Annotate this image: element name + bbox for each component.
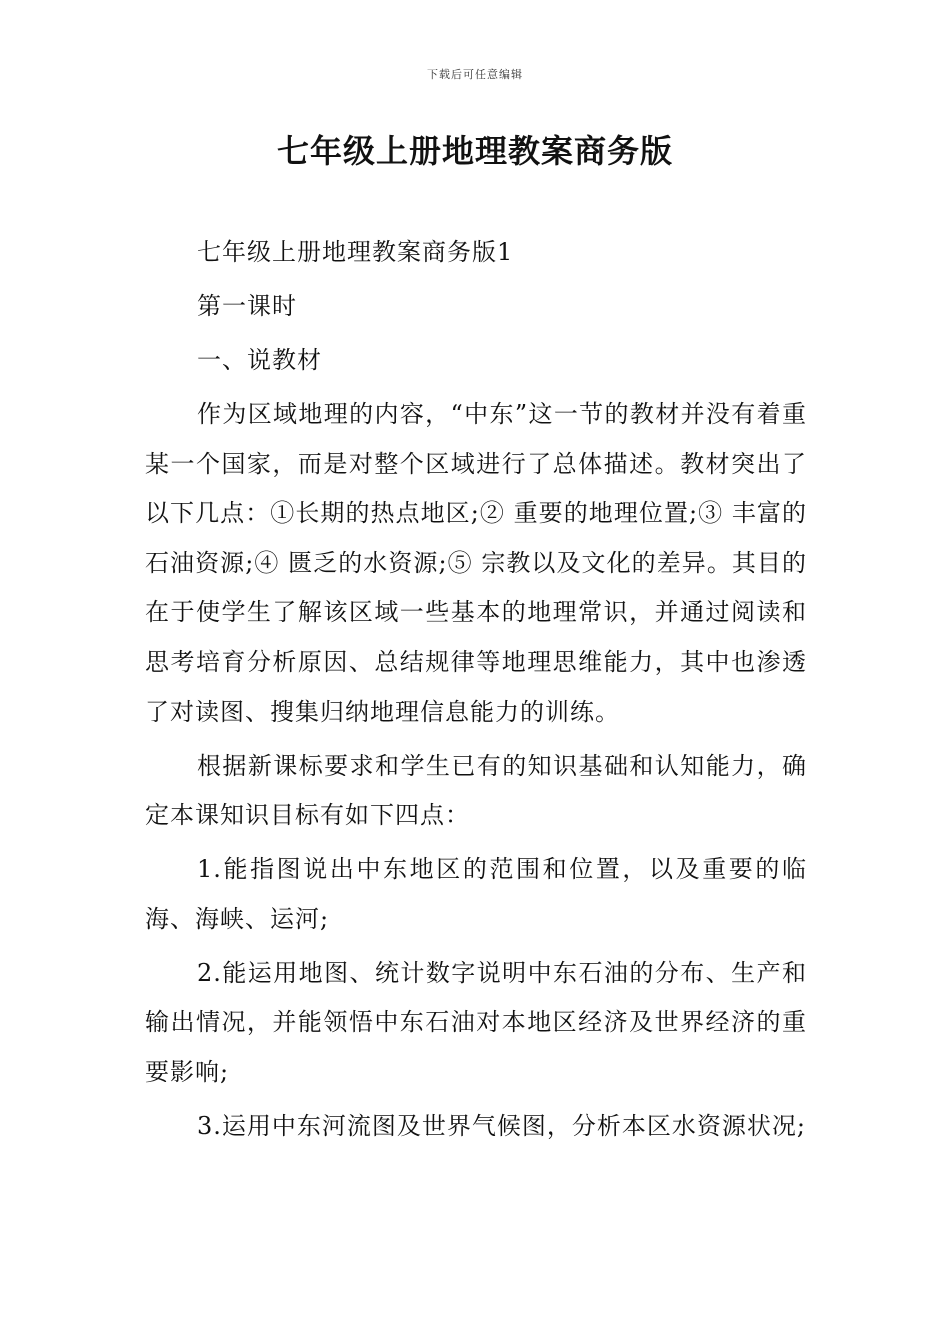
lesson-heading: 第一课时 [197,291,297,320]
document-body [145,228,807,1156]
list-item: 3.运用中东河流图及世界气候图，分析本区水资源状况; [197,1111,806,1140]
list-item: 2.能运用地图、统计数字说明中东石油的分布、生产和输出情况，并能领悟中东石油对本地区经济及世界经济的重要影响; [145,958,807,1086]
section-heading: 七年级上册地理教案商务版1 [197,238,514,266]
document-title: 七年级上册地理教案商务版 [276,132,673,170]
header-note: 下载后可任意编辑 [427,68,523,81]
paragraph: 根据新课标要求和学生已有的知识基础和认知能力，确定本课知识目标有如下四点： [145,751,807,830]
list-item: 1.能指图说出中东地区的范围和位置，以及重要的临海、海峡、运河; [145,855,807,933]
subsection-heading: 一、说教材 [197,345,322,374]
paragraph: 作为区域地理的内容，“中东”这一节的教材并没有着重某一个国家，而是对整个区域进行了总体描述。教材突出了以下几点：①长期的热点地区;② 重要的地理位置;③ 丰富的石油资源;④ 匮乏的水资源;⑤ 宗教以及文化的差异。其目的在于使学生了解该区域一些基本的地理常识，并通过阅读和思考培育分析原因、总结规律等地理思维能力，其中也渗透了对读图、搜集归纳地理信息能力的训练。 [145,399,807,726]
